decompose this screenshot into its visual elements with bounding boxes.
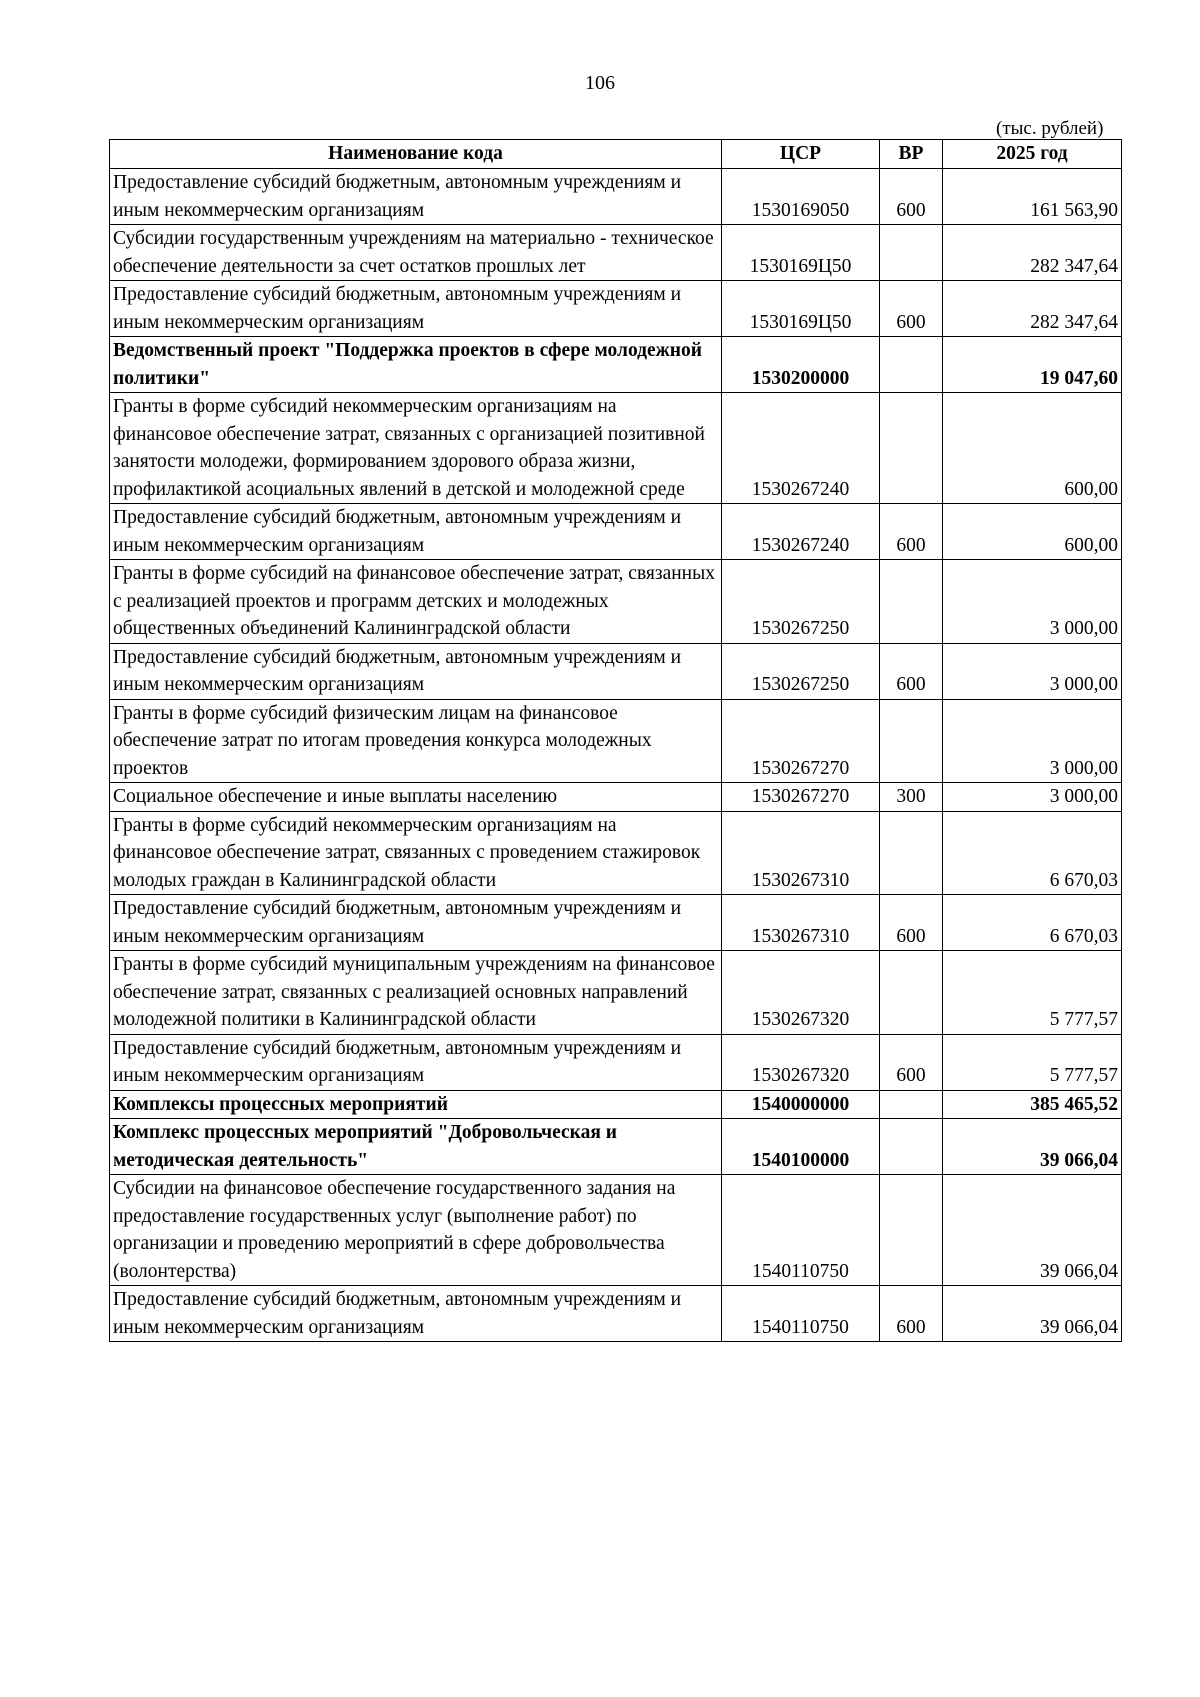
table-row [110, 169, 1122, 225]
units-label: (тыс. рублей) [996, 118, 1104, 139]
row-csr-cell: 1540110750 [722, 1175, 880, 1286]
row-csr-cell: 1530267250 [722, 643, 880, 699]
row-csr-cell: 1530267240 [722, 393, 880, 504]
row-vr-cell: 600 [880, 504, 943, 560]
row-vr-cell [880, 1175, 943, 1286]
table-body [110, 169, 1122, 1342]
row-name-cell: Предоставление субсидий бюджетным, автономным учреждениям и иным некоммерческим организациям [110, 643, 722, 699]
row-csr-cell: 1530267310 [722, 811, 880, 895]
table-row [110, 895, 1122, 951]
row-vr-cell: 600 [880, 1286, 943, 1342]
table-row [110, 643, 1122, 699]
table-row [110, 699, 1122, 783]
row-vr-cell [880, 1090, 943, 1119]
row-csr-cell: 1530267270 [722, 783, 880, 812]
table-row [110, 951, 1122, 1035]
row-amount-cell: 5 777,57 [943, 951, 1122, 1035]
row-csr-cell: 1530169050 [722, 169, 880, 225]
row-amount-cell: 385 465,52 [943, 1090, 1122, 1119]
row-amount-cell: 600,00 [943, 393, 1122, 504]
header-csr: ЦСР [722, 140, 880, 169]
table-row [110, 1175, 1122, 1286]
row-name-cell: Предоставление субсидий бюджетным, автономным учреждениям и иным некоммерческим организациям [110, 169, 722, 225]
page-number: 106 [585, 72, 615, 94]
row-vr-cell [880, 699, 943, 783]
row-vr-cell [880, 337, 943, 393]
row-csr-cell: 1530267310 [722, 895, 880, 951]
row-amount-cell: 39 066,04 [943, 1119, 1122, 1175]
row-name-cell: Предоставление субсидий бюджетным, автономным учреждениям и иным некоммерческим организациям [110, 1286, 722, 1342]
row-name-cell: Предоставление субсидий бюджетным, автономным учреждениям и иным некоммерческим организациям [110, 504, 722, 560]
row-csr-cell: 1540110750 [722, 1286, 880, 1342]
row-amount-cell: 39 066,04 [943, 1175, 1122, 1286]
row-vr-cell [880, 560, 943, 644]
row-name-cell: Комплексы процессных мероприятий [110, 1090, 722, 1119]
budget-table [109, 139, 1122, 1342]
row-name-cell: Ведомственный проект "Поддержка проектов в сфере молодежной политики" [110, 337, 722, 393]
row-name-cell: Гранты в форме субсидий на финансовое обеспечение затрат, связанных с реализацией проектов и программ детских и молодежных общественных объединений Калининградской области [110, 560, 722, 644]
row-amount-cell: 3 000,00 [943, 643, 1122, 699]
table-row [110, 1034, 1122, 1090]
row-name-cell: Предоставление субсидий бюджетным, автономным учреждениям и иным некоммерческим организациям [110, 1034, 722, 1090]
table-row [110, 504, 1122, 560]
row-csr-cell: 1530200000 [722, 337, 880, 393]
row-amount-cell: 282 347,64 [943, 225, 1122, 281]
row-name-cell: Предоставление субсидий бюджетным, автономным учреждениям и иным некоммерческим организациям [110, 895, 722, 951]
table-row [110, 337, 1122, 393]
row-amount-cell: 161 563,90 [943, 169, 1122, 225]
header-amount: 2025 год [943, 140, 1122, 169]
row-csr-cell: 1530169Ц50 [722, 281, 880, 337]
row-csr-cell: 1530267320 [722, 951, 880, 1035]
header-name: Наименование кода [110, 140, 722, 169]
row-csr-cell: 1530267250 [722, 560, 880, 644]
table-row [110, 281, 1122, 337]
row-vr-cell [880, 393, 943, 504]
row-vr-cell: 600 [880, 643, 943, 699]
row-name-cell: Гранты в форме субсидий некоммерческим организациям на финансовое обеспечение затрат, связанных с проведением стажировок молодых граждан в Калининградской области [110, 811, 722, 895]
row-name-cell: Гранты в форме субсидий муниципальным учреждениям на финансовое обеспечение затрат, связанных с реализацией основных направлений молодежной политики в Калининградской области [110, 951, 722, 1035]
row-vr-cell: 600 [880, 281, 943, 337]
row-amount-cell: 19 047,60 [943, 337, 1122, 393]
row-name-cell: Субсидии на финансовое обеспечение государственного задания на предоставление государственных услуг (выполнение работ) по организации и проведению мероприятий в сфере добровольчества (волонтерства) [110, 1175, 722, 1286]
row-name-cell: Гранты в форме субсидий некоммерческим организациям на финансовое обеспечение затрат, связанных с организацией позитивной занятости молодежи, формированием здорового образа жизни, профилактикой асоциальных явлений в детской и молодежной среде [110, 393, 722, 504]
row-vr-cell: 600 [880, 169, 943, 225]
header-vr: ВР [880, 140, 943, 169]
row-vr-cell [880, 811, 943, 895]
row-csr-cell: 1530267270 [722, 699, 880, 783]
row-vr-cell: 600 [880, 1034, 943, 1090]
row-amount-cell: 39 066,04 [943, 1286, 1122, 1342]
row-vr-cell [880, 951, 943, 1035]
row-vr-cell: 300 [880, 783, 943, 812]
row-amount-cell: 600,00 [943, 504, 1122, 560]
row-vr-cell [880, 225, 943, 281]
table-row [110, 1119, 1122, 1175]
row-amount-cell: 282 347,64 [943, 281, 1122, 337]
row-csr-cell: 1530169Ц50 [722, 225, 880, 281]
table-row [110, 1286, 1122, 1342]
row-name-cell: Субсидии государственным учреждениям на материально - техническое обеспечение деятельности за счет остатков прошлых лет [110, 225, 722, 281]
table-row [110, 1090, 1122, 1119]
table-row [110, 393, 1122, 504]
row-name-cell: Социальное обеспечение и иные выплаты населению [110, 783, 722, 812]
table-row [110, 811, 1122, 895]
row-csr-cell: 1540000000 [722, 1090, 880, 1119]
row-name-cell: Комплекс процессных мероприятий "Добровольческая и методическая деятельность" [110, 1119, 722, 1175]
row-name-cell: Предоставление субсидий бюджетным, автономным учреждениям и иным некоммерческим организациям [110, 281, 722, 337]
table-row [110, 783, 1122, 812]
row-amount-cell: 3 000,00 [943, 560, 1122, 644]
table-row [110, 225, 1122, 281]
row-vr-cell [880, 1119, 943, 1175]
row-amount-cell: 3 000,00 [943, 783, 1122, 812]
row-amount-cell: 6 670,03 [943, 895, 1122, 951]
table-header-row [110, 140, 1122, 169]
row-csr-cell: 1530267320 [722, 1034, 880, 1090]
table-row [110, 560, 1122, 644]
row-vr-cell: 600 [880, 895, 943, 951]
row-amount-cell: 3 000,00 [943, 699, 1122, 783]
row-csr-cell: 1540100000 [722, 1119, 880, 1175]
row-csr-cell: 1530267240 [722, 504, 880, 560]
row-amount-cell: 6 670,03 [943, 811, 1122, 895]
row-name-cell: Гранты в форме субсидий физическим лицам на финансовое обеспечение затрат по итогам проведения конкурса молодежных проектов [110, 699, 722, 783]
row-amount-cell: 5 777,57 [943, 1034, 1122, 1090]
